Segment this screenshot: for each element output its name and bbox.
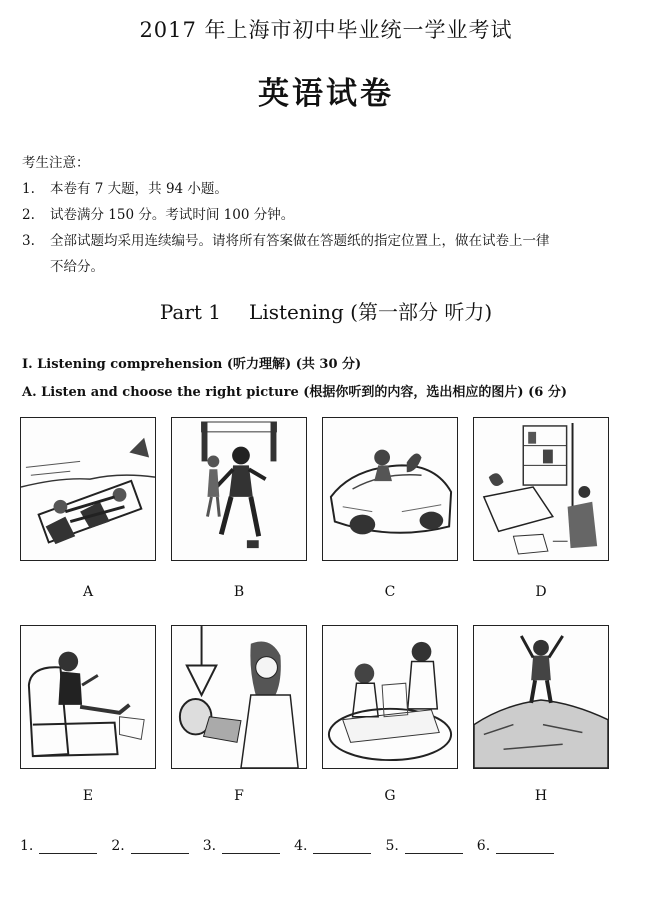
answer-number: 3.: [202, 838, 217, 854]
section-listening-comprehension: I. Listening comprehension (听力理解) (共 30 分): [22, 357, 362, 372]
notice-item-number: 2.: [22, 207, 35, 223]
answer-slot: [385, 838, 462, 854]
boxing-bag-illustration: [172, 626, 306, 768]
picture-h: [473, 625, 609, 769]
answer-number: 5.: [385, 838, 399, 854]
picture-c: [322, 417, 458, 561]
picture-e: [20, 625, 156, 769]
answer-slot: [20, 838, 97, 854]
answer-blank[interactable]: [405, 839, 463, 854]
picture-a: [20, 417, 156, 561]
notice-item-text: 不给分。: [50, 259, 104, 275]
picture-label: B: [233, 584, 245, 600]
messy-room-illustration: [474, 418, 608, 560]
picture-label: H: [534, 788, 548, 804]
notice-item-number: 1.: [22, 181, 35, 197]
exam-notice: [22, 150, 622, 280]
answer-blank[interactable]: [313, 839, 371, 854]
armchair-relaxing-illustration: [21, 626, 155, 768]
picture-label: C: [384, 584, 396, 600]
answer-number: 6.: [476, 838, 491, 854]
part-label: Part 1: [159, 300, 222, 324]
picture-label: E: [82, 788, 94, 804]
picture-label: D: [535, 584, 547, 600]
picture-d: [473, 417, 609, 561]
picture-label: A: [82, 584, 94, 600]
picture-b: [171, 417, 307, 561]
part-title-text: Listening (第一部分 听力): [249, 300, 493, 324]
notice-item-text: 试卷满分 150 分。考试时间 100 分钟。: [50, 207, 295, 223]
section-choose-picture: A. Listen and choose the right picture (根据你听到的内容，选出相应的图片) (6 分): [22, 385, 567, 400]
notice-item: [22, 176, 622, 202]
family-reading-illustration: [323, 626, 457, 768]
marathon-runners-illustration: [172, 418, 306, 560]
answer-slot: [111, 838, 188, 854]
notice-item-text: 全部试题均采用连续编号。请将所有答案做在答题纸的指定位置上，做在试卷上一律: [50, 233, 550, 249]
paper-title: 英语试卷: [258, 76, 394, 112]
notice-item-number: [22, 254, 50, 280]
answer-number: 2.: [111, 838, 125, 854]
picture-g: [322, 625, 458, 769]
answer-blank[interactable]: [39, 839, 97, 854]
answer-blank[interactable]: [131, 839, 189, 854]
mountain-top-illustration: [474, 626, 608, 768]
picture-f: [171, 625, 307, 769]
picture-label: F: [234, 788, 244, 804]
picture-label: G: [384, 788, 396, 804]
answer-blank[interactable]: [222, 839, 280, 854]
notice-item-number: 3.: [22, 233, 35, 249]
answer-number: 4.: [294, 838, 308, 854]
notice-item: [22, 202, 622, 228]
notice-item: [22, 228, 622, 254]
notice-heading: 考生注意：: [22, 155, 90, 171]
answer-blanks: [20, 838, 568, 854]
answer-slot: [203, 838, 280, 854]
exam-title: 2017 年上海市初中毕业统一学业考试: [139, 18, 513, 42]
answer-blank[interactable]: [496, 839, 554, 854]
part-heading: [0, 296, 652, 325]
notice-item-text: 本卷有 7 大题，共 94 小题。: [50, 181, 228, 197]
answer-slot: [477, 838, 554, 854]
car-driving-illustration: [323, 418, 457, 560]
answer-number: 1.: [20, 838, 34, 854]
notice-item: [22, 254, 622, 280]
answer-slot: [294, 838, 371, 854]
beach-sunbathing-illustration: [21, 418, 155, 560]
